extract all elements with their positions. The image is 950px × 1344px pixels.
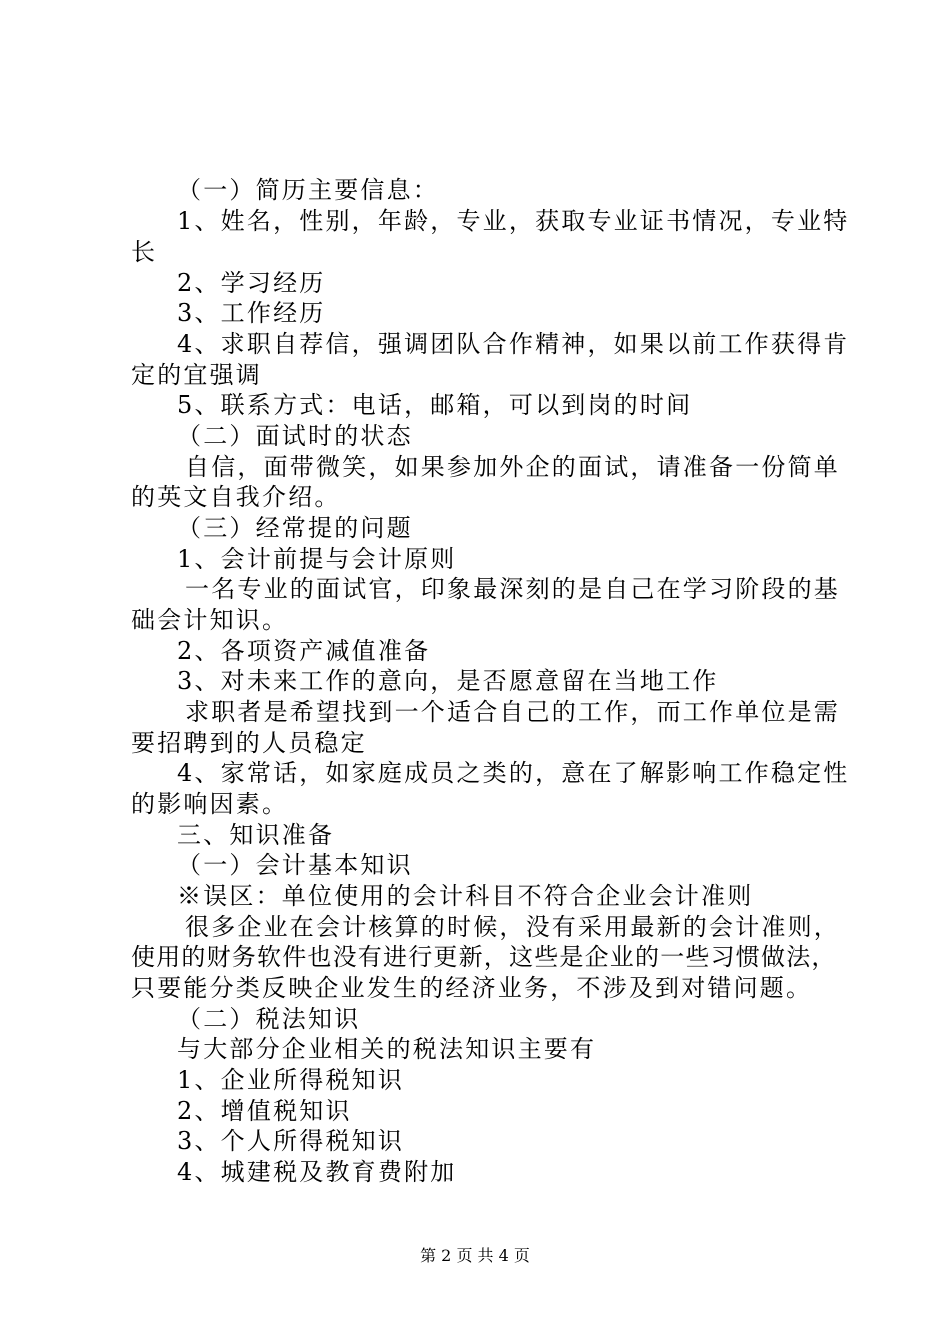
- text-line: 的影响因素。: [131, 790, 289, 818]
- text-line: （一）会计基本知识: [177, 851, 413, 879]
- text-line: 4、城建税及教育费附加: [177, 1158, 457, 1186]
- text-line: 2、学习经历: [177, 269, 326, 297]
- text-line: 与大部分企业相关的税法知识主要有: [177, 1035, 597, 1063]
- text-line: 一名专业的面试官，印象最深刻的是自己在学习阶段的基: [185, 575, 840, 603]
- text-line: 2、各项资产减值准备: [177, 637, 431, 665]
- text-line: 求职者是希望找到一个适合自己的工作，而工作单位是需: [185, 698, 840, 726]
- text-line: 很多企业在会计核算的时候，没有采用最新的会计准则，: [185, 913, 840, 941]
- text-line: 要招聘到的人员稳定: [131, 729, 367, 757]
- text-line: （二）税法知识: [177, 1005, 361, 1033]
- text-line: （一）简历主要信息：: [177, 176, 439, 204]
- text-line: 础会计知识。: [131, 606, 289, 634]
- text-line: ※误区：单位使用的会计科目不符合企业会计准则: [177, 882, 754, 910]
- text-line: 3、工作经历: [177, 299, 326, 327]
- text-line: 的英文自我介绍。: [131, 483, 341, 511]
- text-line: 定的宜强调: [131, 361, 262, 389]
- text-line: 使用的财务软件也没有进行更新，这些是企业的一些习惯做法，: [131, 943, 837, 971]
- text-line: 1、姓名，性别，年龄，专业，获取专业证书情况，专业特: [177, 207, 850, 235]
- section-heading: 三、知识准备: [177, 821, 335, 849]
- text-line: 长: [131, 238, 158, 266]
- text-line: 4、家常话，如家庭成员之类的，意在了解影响工作稳定性: [177, 759, 850, 787]
- page-number-footer: 第 2 页 共 4 页: [420, 1246, 530, 1265]
- text-line: 2、增值税知识: [177, 1097, 352, 1125]
- text-line: 1、会计前提与会计原则: [177, 545, 457, 573]
- text-line: （三）经常提的问题: [177, 514, 413, 542]
- text-line: 自信，面带微笑，如果参加外企的面试，请准备一份简单: [185, 453, 840, 481]
- text-line: 1、企业所得税知识: [177, 1066, 405, 1094]
- text-line: 4、求职自荐信，强调团队合作精神，如果以前工作获得肯: [177, 330, 850, 358]
- text-line: 只要能分类反映企业发生的经济业务，不涉及到对错问题。: [131, 974, 813, 1002]
- text-line: 5、联系方式：电话，邮箱，可以到岗的时间: [177, 391, 693, 419]
- text-line: 3、对未来工作的意向，是否愿意留在当地工作: [177, 667, 719, 695]
- text-line: （二）面试时的状态: [177, 422, 413, 450]
- text-line: 3、个人所得税知识: [177, 1127, 405, 1155]
